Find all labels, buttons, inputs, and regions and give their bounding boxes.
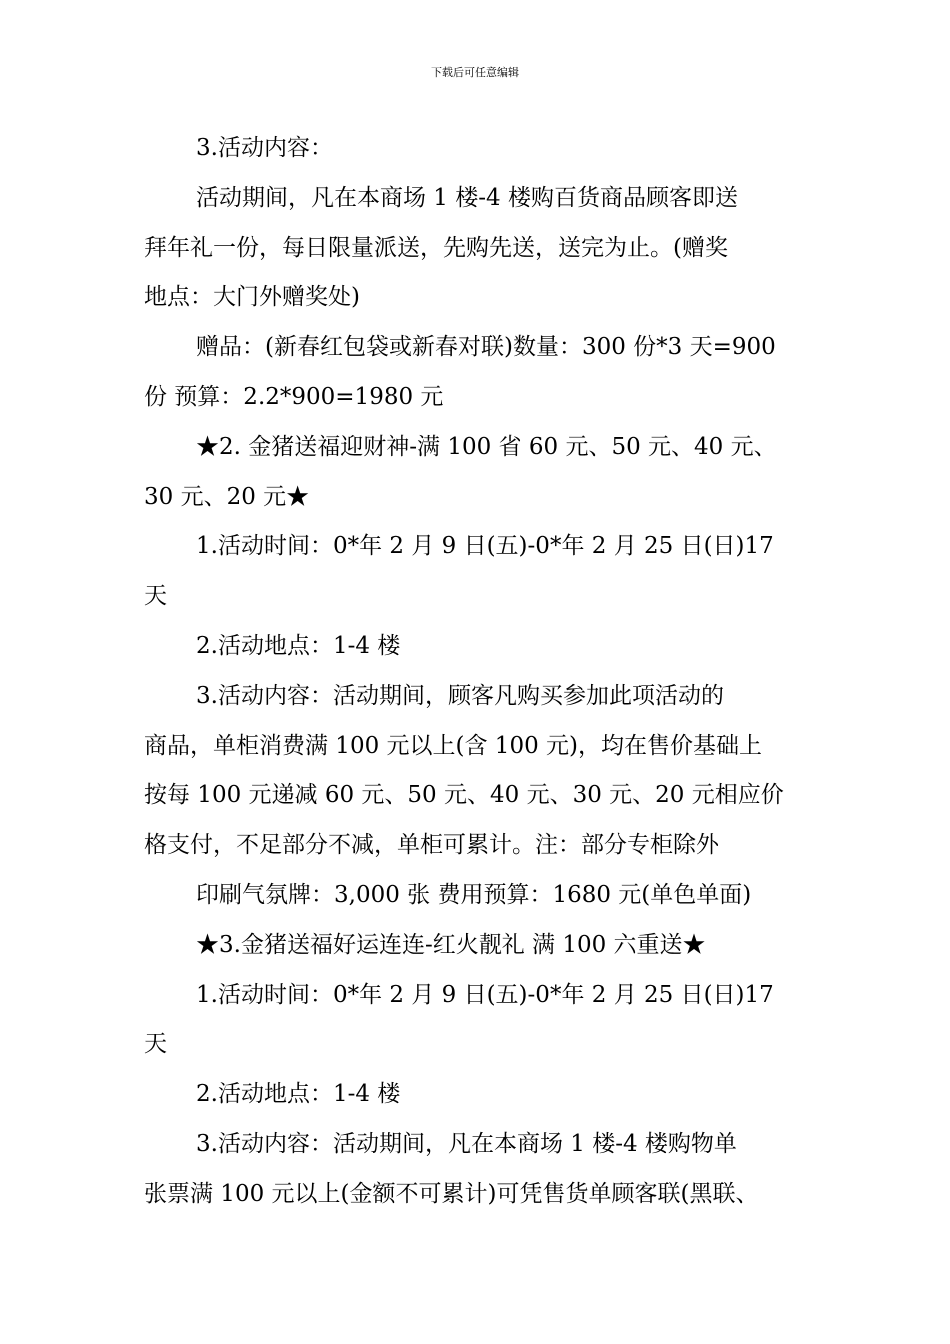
page-header: 下载后可任意编辑 (431, 66, 519, 79)
paragraph-line: 按每 100 元递减 60 元、50 元、40 元、30 元、20 元相应价 (144, 782, 784, 809)
paragraph-line: 印刷气氛牌：3,000 张 费用预算：1680 元(单色单面) (196, 881, 752, 908)
paragraph-line: 商品，单柜消费满 100 元以上(含 100 元)，均在售价基础上 (144, 732, 762, 759)
document-body (144, 124, 826, 1220)
section-heading-activity-content: 3.活动内容： (196, 135, 333, 161)
section-title-activity-2-cont: 30 元、20 元★ (144, 483, 310, 510)
paragraph-line: 格支付，不足部分不减，单柜可累计。注：部分专柜除外 (144, 832, 719, 859)
section-title-activity-2: ★2. 金猪送福迎财神-满 100 省 60 元、50 元、40 元、 (196, 433, 777, 460)
paragraph-line: 3.活动内容：活动期间，凡在本商场 1 楼-4 楼购物单 (196, 1130, 737, 1157)
paragraph-line: 2.活动地点：1-4 楼 (196, 632, 401, 659)
paragraph-line: 赠品：(新春红包袋或新春对联)数量：300 份*3 天=900 (196, 334, 776, 361)
paragraph-line: 2.活动地点：1-4 楼 (196, 1081, 401, 1108)
paragraph-line: 3.活动内容：活动期间，顾客凡购买参加此项活动的 (196, 682, 724, 709)
paragraph-line: 活动期间，凡在本商场 1 楼-4 楼购百货商品顾客即送 (196, 184, 738, 211)
paragraph-line: 天 (144, 1031, 167, 1058)
paragraph-line: 1.活动时间：0*年 2 月 9 日(五)-0*年 2 月 25 日(日)17 (196, 533, 774, 560)
section-title-activity-3: ★3.金猪送福好运连连-红火靓礼 满 100 六重送★ (196, 931, 706, 958)
paragraph-line: 拜年礼一份，每日限量派送，先购先送，送完为止。(赠奖 (144, 234, 728, 261)
paragraph-line: 地点：大门外赠奖处) (144, 284, 360, 311)
paragraph-line: 天 (144, 583, 167, 610)
paragraph-line: 1.活动时间：0*年 2 月 9 日(五)-0*年 2 月 25 日(日)17 (196, 981, 774, 1008)
paragraph-line: 张票满 100 元以上(金额不可累计)可凭售货单顾客联(黑联、 (144, 1180, 759, 1207)
paragraph-line: 份 预算：2.2*900=1980 元 (144, 383, 444, 410)
